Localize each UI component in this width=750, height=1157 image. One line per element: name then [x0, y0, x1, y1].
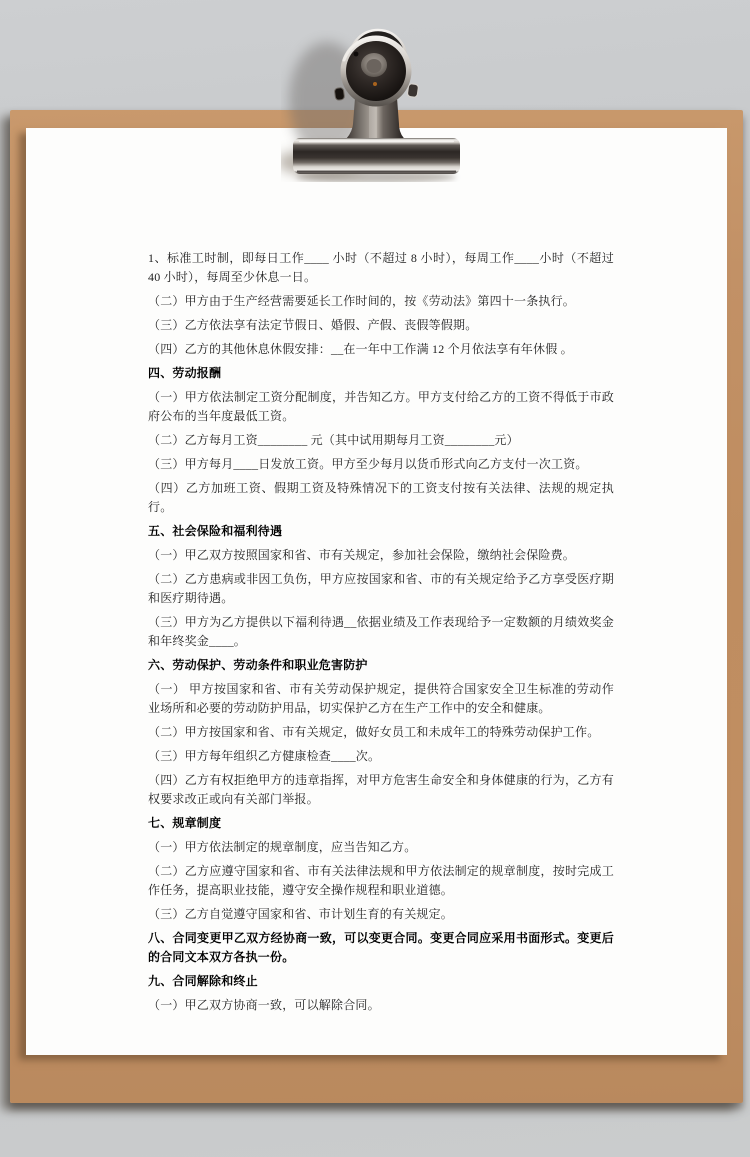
- clip-bar-bottom-edge: [297, 171, 456, 173]
- clip-left-ear: [334, 87, 345, 100]
- contract-paragraph: （四）乙方的其他休息休假安排：__在一年中工作满 12 个月依法享有年休假 。: [148, 342, 573, 356]
- clip-right-ear: [407, 83, 419, 97]
- section-heading: 八、合同变更甲乙双方经协商一致，可以变更合同。变更合同应采用书面形式。变更后的合同文本双方各执一份。: [148, 931, 614, 964]
- clip-knob-glint: [373, 82, 377, 86]
- binder-clip: [281, 12, 473, 182]
- metal-clip-icon: [281, 12, 473, 182]
- contract-paragraph: （四）乙方加班工资、假期工资及特殊情况下的工资支付按有关法律、法规的规定执行。: [148, 481, 614, 514]
- clip-neck-highlight: [369, 102, 377, 144]
- section-heading: 四、劳动报酬: [148, 366, 222, 380]
- section-heading: 五、社会保险和福利待遇: [148, 524, 283, 538]
- contract-paragraph: （四）乙方有权拒绝甲方的违章指挥，对甲方危害生命安全和身体健康的行为，乙方有权要求改正或向有关部门举报。: [148, 773, 614, 806]
- clip-knob-rivet: [354, 52, 359, 57]
- contract-paragraph: （二）甲方由于生产经营需要延长工作时间的，按《劳动法》第四十一条执行。: [148, 294, 576, 308]
- contract-paragraph: （三）甲方每年组织乙方健康检查____次。: [148, 749, 381, 763]
- section-heading: 七、规章制度: [148, 816, 222, 830]
- clip-bar: [293, 138, 460, 174]
- contract-paragraph: （三）甲方每月____日发放工资。甲方至少每月以货币形式向乙方支付一次工资。: [148, 457, 588, 471]
- contract-paragraph: （三）乙方自觉遵守国家和省、市计划生育的有关规定。: [148, 907, 454, 921]
- contract-paragraph: （一）甲方依法制定工资分配制度，并告知乙方。甲方支付给乙方的工资不得低于市政府公布的当年度最低工资。: [148, 390, 614, 423]
- clip-knob-hole-inner: [367, 59, 382, 73]
- section-heading: 九、合同解除和终止: [148, 974, 258, 988]
- contract-paragraph: （一）甲乙双方协商一致，可以解除合同。: [148, 998, 380, 1012]
- clip-bar-top-highlight: [299, 141, 454, 143]
- contract-paragraph: 1、标准工时制，即每日工作____ 小时（不超过 8 小时），每周工作____小时（不超过 40 小时），每周至少休息一日。: [148, 251, 614, 284]
- contract-paragraph: （二）乙方应遵守国家和省、市有关法律法规和甲方依法制定的规章制度，按时完成工作任务，提高职业技能，遵守安全操作规程和职业道德。: [148, 864, 614, 897]
- contract-paragraph: （二）乙方每月工资________ 元（其中试用期每月工资________元）: [148, 433, 519, 447]
- contract-paragraph: （三）甲方为乙方提供以下福利待遇__依据业绩及工作表现给予一定数额的月绩效奖金和年终奖金____。: [148, 615, 614, 648]
- contract-paragraph: （二）甲方按国家和省、市有关规定，做好女员工和未成年工的特殊劳动保护工作。: [148, 725, 600, 739]
- contract-paper: [26, 128, 727, 1055]
- section-heading: 六、劳动保护、劳动条件和职业危害防护: [148, 658, 368, 672]
- contract-paragraph: （一）甲方依法制定的规章制度，应当告知乙方。: [148, 840, 417, 854]
- contract-paragraph: （二）乙方患病或非因工负伤，甲方应按国家和省、市的有关规定给予乙方享受医疗期和医疗期待遇。: [148, 572, 614, 605]
- contract-paragraph: （一）甲乙双方按照国家和省、市有关规定，参加社会保险，缴纳社会保险费。: [148, 548, 576, 562]
- contract-text: [148, 249, 614, 1020]
- contract-paragraph: （一） 甲方按国家和省、市有关劳动保护规定，提供符合国家安全卫生标准的劳动作业场所和必要的劳动防护用品，切实保护乙方在生产工作中的安全和健康。: [148, 682, 614, 715]
- contract-paragraph: （三）乙方依法享有法定节假日、婚假、产假、丧假等假期。: [148, 318, 478, 332]
